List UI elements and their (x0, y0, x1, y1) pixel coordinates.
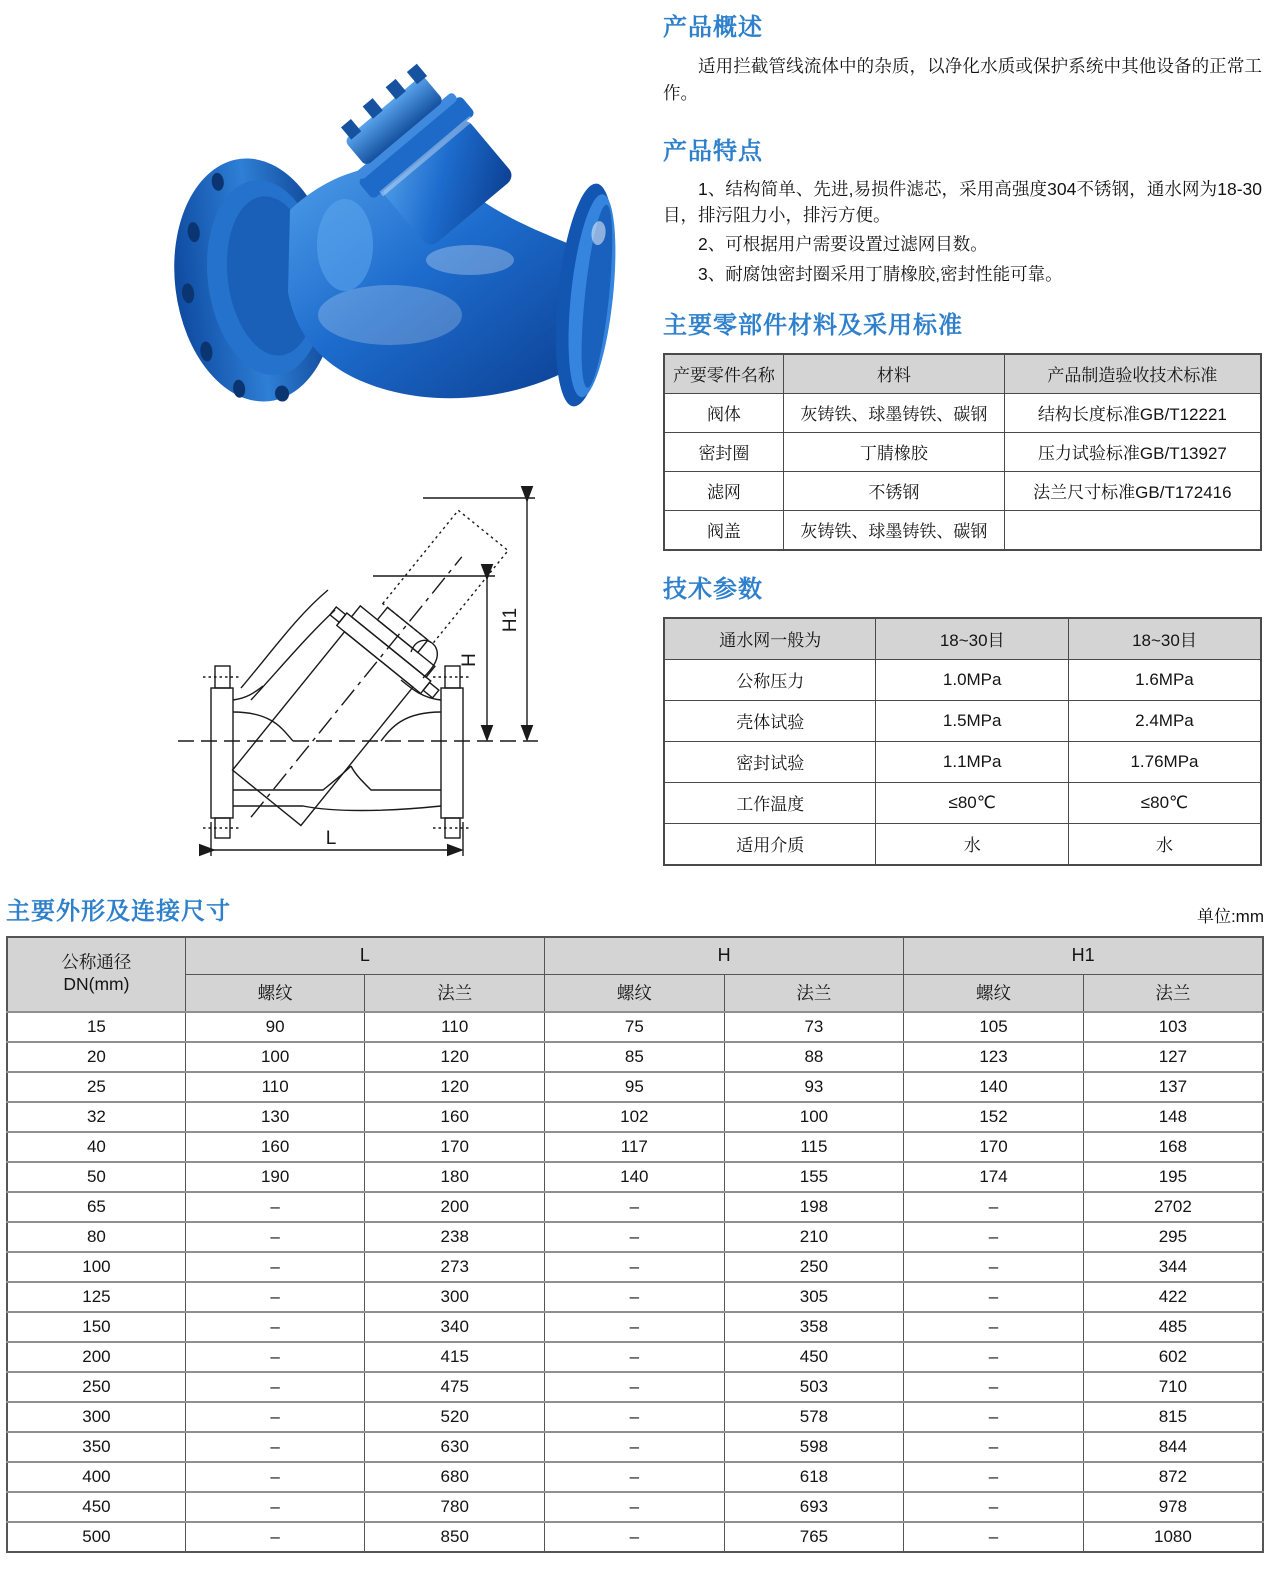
table-subheader-row (7, 974, 1263, 1012)
dn-header-line1: 公称通径 (61, 952, 132, 973)
table-cell: – (545, 1402, 725, 1432)
table-cell: 503 (724, 1372, 904, 1402)
table-cell: – (185, 1402, 365, 1432)
table-cell: 693 (724, 1492, 904, 1522)
table-cell: 1.6MPa (1068, 659, 1261, 700)
table-cell: 844 (1083, 1432, 1263, 1462)
table-cell: 丁腈橡胶 (783, 432, 1004, 471)
table-cell: 90 (185, 1012, 365, 1042)
table-cell: – (185, 1222, 365, 1252)
table-cell: 358 (724, 1312, 904, 1342)
table-cell: 400 (7, 1462, 185, 1492)
table-cell: 305 (724, 1282, 904, 1312)
table-cell: 灰铸铁、球墨铸铁、碳钢 (783, 510, 1004, 550)
table-cell: 水 (1068, 823, 1261, 865)
table-row (7, 1192, 1263, 1222)
dim-label-h1: H1 (500, 607, 521, 633)
table-row (664, 782, 1261, 823)
table-cell: 密封试验 (664, 741, 876, 782)
table-cell: 850 (365, 1522, 545, 1552)
table-cell: 180 (365, 1162, 545, 1192)
table-cell: 水 (876, 823, 1069, 865)
table-cell: 95 (545, 1072, 725, 1102)
table-cell: 110 (185, 1072, 365, 1102)
table-cell: – (904, 1432, 1084, 1462)
table-header-row (7, 937, 1263, 975)
table-cell: 120 (365, 1042, 545, 1072)
dim-L (211, 822, 463, 856)
table-header-row (664, 354, 1261, 394)
table-cell: 170 (365, 1132, 545, 1162)
overview-title: 产品概述 (663, 14, 763, 41)
table-cell: 88 (724, 1042, 904, 1072)
table-cell: 100 (7, 1252, 185, 1282)
table-cell: 815 (1083, 1402, 1263, 1432)
feature-item: 2、可根据用户需要设置过滤网目数。 (698, 234, 988, 255)
table-cell: 340 (365, 1312, 545, 1342)
table-cell: 75 (545, 1012, 725, 1042)
table-cell: 压力试验标准GB/T13927 (1004, 432, 1261, 471)
table-cell: – (545, 1522, 725, 1552)
table-cell: 155 (724, 1162, 904, 1192)
table-cell: – (904, 1402, 1084, 1432)
dimension-drawing (123, 460, 571, 862)
table-cell: 20 (7, 1042, 185, 1072)
table-cell: – (185, 1432, 365, 1462)
table-cell: – (185, 1462, 365, 1492)
section-materials (663, 312, 1262, 551)
materials-table (663, 353, 1262, 551)
table-cell: 415 (365, 1342, 545, 1372)
table-cell: 102 (545, 1102, 725, 1132)
table-cell: – (545, 1432, 725, 1462)
section-features (663, 138, 1262, 287)
table-cell: – (904, 1192, 1084, 1222)
table-cell: 630 (365, 1432, 545, 1462)
table-cell: – (904, 1522, 1084, 1552)
table-cell: – (185, 1492, 365, 1522)
table-cell: 710 (1083, 1372, 1263, 1402)
table-cell: 2.4MPa (1068, 700, 1261, 741)
table-cell: 152 (904, 1102, 1084, 1132)
section-overview (663, 14, 1262, 107)
table-row (664, 432, 1261, 471)
table-cell: 123 (904, 1042, 1084, 1072)
table-row (7, 1012, 1263, 1042)
table-cell: 450 (724, 1342, 904, 1372)
table-cell: – (904, 1462, 1084, 1492)
table-cell: ≤80℃ (876, 782, 1069, 823)
table-row (7, 1072, 1263, 1102)
table-cell: 872 (1083, 1462, 1263, 1492)
table-cell: 80 (7, 1222, 185, 1252)
table-cell: 765 (724, 1522, 904, 1552)
table-row (664, 471, 1261, 510)
table-row (7, 1162, 1263, 1192)
table-cell: 103 (1083, 1012, 1263, 1042)
materials-table-body (664, 393, 1261, 550)
table-cell: 1080 (1083, 1522, 1263, 1552)
table-cell: 300 (7, 1402, 185, 1432)
table-cell: 1.5MPa (876, 700, 1069, 741)
table-cell: 40 (7, 1132, 185, 1162)
subheader-cell: 螺纹 (185, 974, 365, 1012)
table-cell: 120 (365, 1072, 545, 1102)
table-row (7, 1342, 1263, 1372)
table-cell: 450 (7, 1492, 185, 1522)
dimensions-table-body (7, 1012, 1263, 1552)
body-right-flange (433, 666, 471, 838)
tech-header-cell: 通水网一般为 (664, 618, 876, 660)
table-cell: 250 (724, 1252, 904, 1282)
dn-header-cell (7, 937, 185, 1012)
table-cell: 578 (724, 1402, 904, 1432)
table-row (664, 510, 1261, 550)
table-cell: 475 (365, 1372, 545, 1402)
table-cell: 公称压力 (664, 659, 876, 700)
section-tech-params (663, 576, 1262, 866)
table-row (7, 1372, 1263, 1402)
table-cell: – (904, 1222, 1084, 1252)
table-cell: 238 (365, 1222, 545, 1252)
overview-body: 适用拦截管线流体中的杂质，以净化水质或保护系统中其他设备的正常工作。 (663, 55, 1262, 103)
table-cell: 灰铸铁、球墨铸铁、碳钢 (783, 393, 1004, 432)
table-cell: 273 (365, 1252, 545, 1282)
table-cell: 32 (7, 1102, 185, 1132)
subheader-cell: 螺纹 (904, 974, 1084, 1012)
table-row (7, 1282, 1263, 1312)
table-cell: – (904, 1372, 1084, 1402)
table-cell: – (545, 1252, 725, 1282)
table-cell: 350 (7, 1432, 185, 1462)
table-cell: 117 (545, 1132, 725, 1162)
group-header-H: H (545, 937, 904, 975)
product-photo (140, 60, 620, 412)
table-cell: – (545, 1222, 725, 1252)
features-title: 产品特点 (663, 138, 763, 165)
table-cell: 160 (365, 1102, 545, 1132)
table-cell: 300 (365, 1282, 545, 1312)
table-cell: 130 (185, 1102, 365, 1132)
table-cell: 137 (1083, 1072, 1263, 1102)
table-cell: 344 (1083, 1252, 1263, 1282)
table-cell: – (545, 1192, 725, 1222)
table-cell: 780 (365, 1492, 545, 1522)
table-cell: 598 (724, 1432, 904, 1462)
body-left-flange (203, 666, 241, 838)
tech-header-cell: 18~30目 (1068, 618, 1261, 660)
table-cell: – (545, 1282, 725, 1312)
table-row (7, 1492, 1263, 1522)
dimensions-title: 主要外形及连接尺寸 (6, 898, 231, 925)
table-cell: 壳体试验 (664, 700, 876, 741)
table-cell: 680 (365, 1462, 545, 1492)
group-header-H1: H1 (904, 937, 1263, 975)
table-cell: 65 (7, 1192, 185, 1222)
table-row (664, 700, 1261, 741)
table-cell: 485 (1083, 1312, 1263, 1342)
table-cell: – (904, 1282, 1084, 1312)
table-cell: 不锈钢 (783, 471, 1004, 510)
table-cell: 174 (904, 1162, 1084, 1192)
subheader-cell: 法兰 (724, 974, 904, 1012)
table-cell: 1.76MPa (1068, 741, 1261, 782)
table-row (7, 1402, 1263, 1432)
table-cell: 170 (904, 1132, 1084, 1162)
group-header-L: L (185, 937, 544, 975)
table-cell: 阀盖 (664, 510, 783, 550)
table-cell: 85 (545, 1042, 725, 1072)
table-cell: 73 (724, 1012, 904, 1042)
table-cell: 295 (1083, 1222, 1263, 1252)
table-cell: – (185, 1522, 365, 1552)
table-row (7, 1222, 1263, 1252)
table-cell: ≤80℃ (1068, 782, 1261, 823)
table-cell: 1.0MPa (876, 659, 1069, 700)
table-cell: 滤网 (664, 471, 783, 510)
table-cell: 200 (365, 1192, 545, 1222)
table-cell: – (185, 1192, 365, 1222)
table-cell: – (545, 1492, 725, 1522)
table-cell: 法兰尺寸标准GB/T172416 (1004, 471, 1261, 510)
table-cell: 250 (7, 1372, 185, 1402)
materials-header-cell: 产品制造验收技术标准 (1004, 354, 1261, 394)
table-row (7, 1522, 1263, 1552)
table-cell: 618 (724, 1462, 904, 1492)
materials-header-cell: 产要零件名称 (664, 354, 783, 394)
table-cell: 100 (724, 1102, 904, 1132)
table-cell: 422 (1083, 1282, 1263, 1312)
table-cell (1004, 510, 1261, 550)
table-cell: – (545, 1372, 725, 1402)
dimensions-table (6, 936, 1264, 1553)
table-cell: 50 (7, 1162, 185, 1192)
table-row (664, 741, 1261, 782)
tech-header-cell: 18~30目 (876, 618, 1069, 660)
table-cell: 190 (185, 1162, 365, 1192)
table-cell: 93 (724, 1072, 904, 1102)
materials-title: 主要零部件材料及采用标准 (663, 312, 963, 339)
table-row (664, 659, 1261, 700)
table-cell: 100 (185, 1042, 365, 1072)
table-cell: 2702 (1083, 1192, 1263, 1222)
table-cell: – (185, 1312, 365, 1342)
dim-label-l: L (325, 828, 337, 849)
table-row (7, 1042, 1263, 1072)
table-cell: 15 (7, 1012, 185, 1042)
table-cell: 602 (1083, 1342, 1263, 1372)
body-outline (233, 590, 441, 811)
table-cell: – (545, 1312, 725, 1342)
table-cell: – (185, 1372, 365, 1402)
subheader-cell: 法兰 (365, 974, 545, 1012)
table-cell: – (904, 1312, 1084, 1342)
strainer-barrel (200, 489, 535, 859)
dim-label-h: H (459, 653, 480, 667)
table-cell: 150 (7, 1312, 185, 1342)
table-row (7, 1312, 1263, 1342)
tech-params-table-body (664, 659, 1261, 865)
table-cell: 140 (545, 1162, 725, 1192)
table-cell: – (185, 1282, 365, 1312)
feature-item: 3、耐腐蚀密封圈采用丁腈橡胶,密封性能可靠。 (698, 263, 1063, 284)
table-row (7, 1132, 1263, 1162)
unit-label: 单位:mm (1196, 906, 1264, 926)
table-cell: 127 (1083, 1042, 1263, 1072)
table-row (664, 393, 1261, 432)
feature-item: 1、结构简单、先进,易损件滤芯，采用高强度304不锈钢，通水网为18-30目，排污阻力小，排污方便。 (663, 178, 1262, 226)
tech-params-table (663, 617, 1262, 866)
table-row (7, 1252, 1263, 1282)
table-cell: 500 (7, 1522, 185, 1552)
table-cell: 阀体 (664, 393, 783, 432)
dimensions-header (6, 898, 1264, 927)
table-cell: 105 (904, 1012, 1084, 1042)
table-cell: – (185, 1342, 365, 1372)
table-cell: 125 (7, 1282, 185, 1312)
table-cell: 200 (7, 1342, 185, 1372)
table-cell: – (904, 1492, 1084, 1522)
table-cell: 520 (365, 1402, 545, 1432)
features-list (663, 176, 1262, 287)
table-cell: – (904, 1252, 1084, 1282)
table-cell: 工作温度 (664, 782, 876, 823)
table-cell: 115 (724, 1132, 904, 1162)
table-cell: 25 (7, 1072, 185, 1102)
dn-header-line2: DN(mm) (63, 974, 130, 995)
tech-params-title: 技术参数 (663, 576, 763, 603)
subheader-cell: 螺纹 (545, 974, 725, 1012)
table-cell: 978 (1083, 1492, 1263, 1522)
table-row (7, 1432, 1263, 1462)
table-cell: 140 (904, 1072, 1084, 1102)
table-cell: 148 (1083, 1102, 1263, 1132)
table-cell: 1.1MPa (876, 741, 1069, 782)
table-header-row (664, 618, 1261, 660)
table-cell: 适用介质 (664, 823, 876, 865)
materials-header-cell: 材料 (783, 354, 1004, 394)
table-cell: 160 (185, 1132, 365, 1162)
table-row (664, 823, 1261, 865)
table-cell: 结构长度标准GB/T12221 (1004, 393, 1261, 432)
table-row (7, 1462, 1263, 1492)
table-cell: 198 (724, 1192, 904, 1222)
table-cell: 195 (1083, 1162, 1263, 1192)
table-cell: – (185, 1252, 365, 1282)
table-cell: – (545, 1462, 725, 1492)
table-cell: 168 (1083, 1132, 1263, 1162)
table-cell: – (545, 1342, 725, 1372)
section-dimensions (6, 898, 1264, 1553)
subheader-cell: 法兰 (1083, 974, 1263, 1012)
table-cell: 密封圈 (664, 432, 783, 471)
table-cell: – (904, 1342, 1084, 1372)
table-cell: 210 (724, 1222, 904, 1252)
table-row (7, 1102, 1263, 1132)
table-cell: 110 (365, 1012, 545, 1042)
